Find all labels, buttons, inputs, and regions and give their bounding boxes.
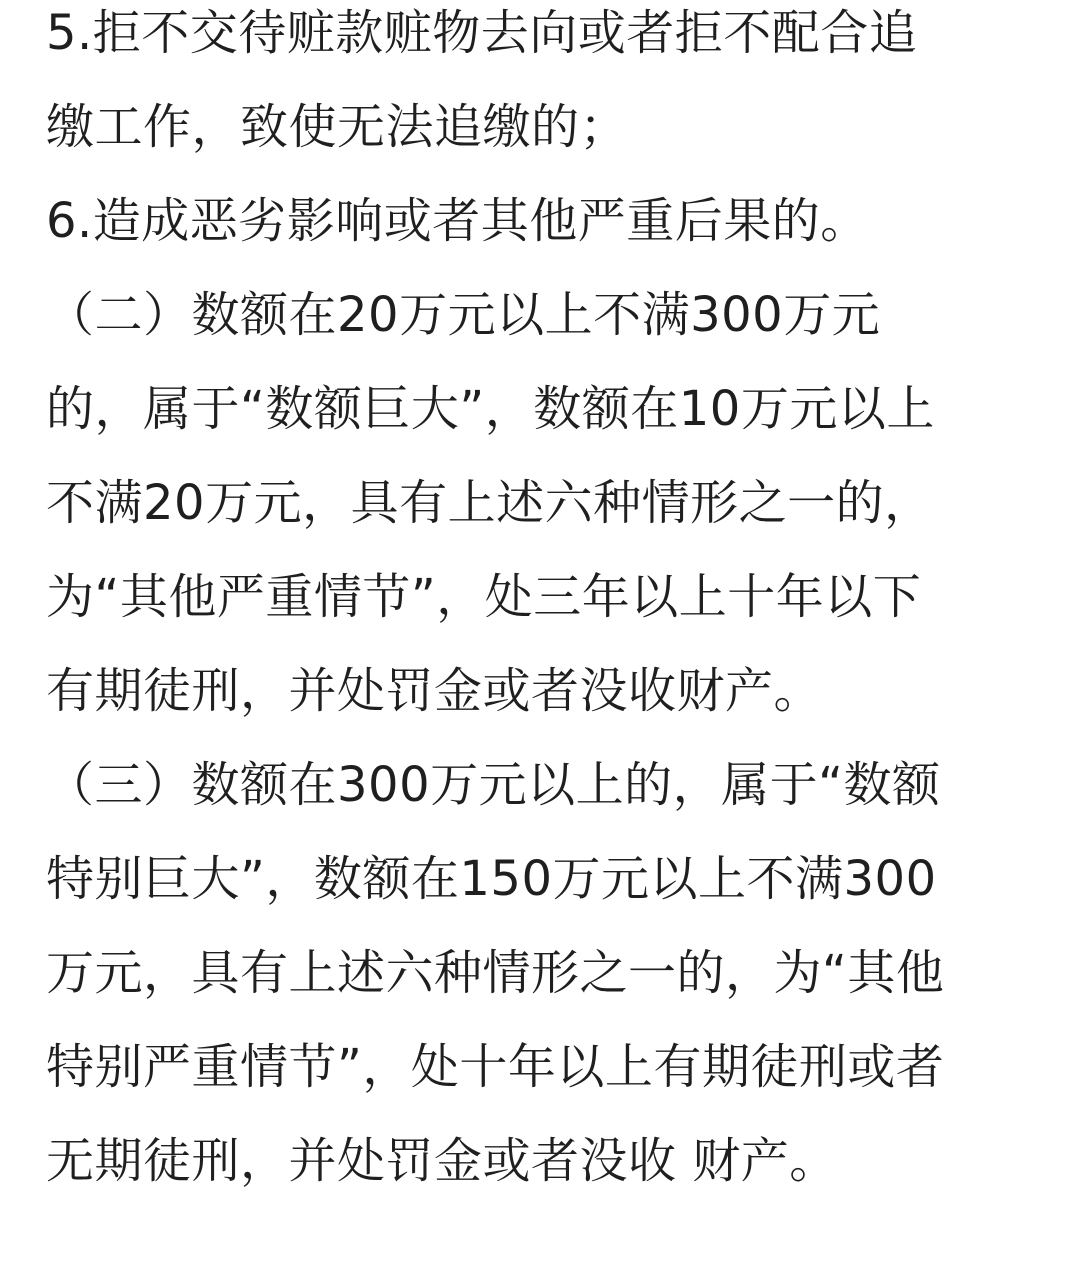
- text-line: 特别严重情节”，处十年以上有期徒刑或者: [46, 1039, 945, 1095]
- text-line: 为“其他严重情节”，处三年以上十年以下: [46, 569, 922, 625]
- text-line: 5.拒不交待赃款赃物去向或者拒不配合追: [46, 5, 918, 61]
- text-line: 有期徒刑，并处罚金或者没收财产。: [46, 663, 823, 719]
- text-line: 缴工作，致使无法追缴的；: [46, 99, 629, 155]
- text-line: 万元，具有上述六种情形之一的，为“其他: [46, 945, 945, 1001]
- text-line: 无期徒刑，并处罚金或者没收 财产。: [46, 1133, 838, 1189]
- text-line: 特别巨大”，数额在150万元以上不满300: [46, 851, 937, 907]
- text-line: （二）数额在20万元以上不满300万元: [46, 287, 881, 343]
- text-line: （三）数额在300万元以上的，属于“数额: [46, 757, 941, 813]
- text-line: 6.造成恶劣影响或者其他严重后果的。: [46, 193, 869, 249]
- text-line: 的，属于“数额巨大”，数额在10万元以上: [46, 381, 935, 437]
- text-line: 不满20万元，具有上述六种情形之一的，: [46, 475, 933, 531]
